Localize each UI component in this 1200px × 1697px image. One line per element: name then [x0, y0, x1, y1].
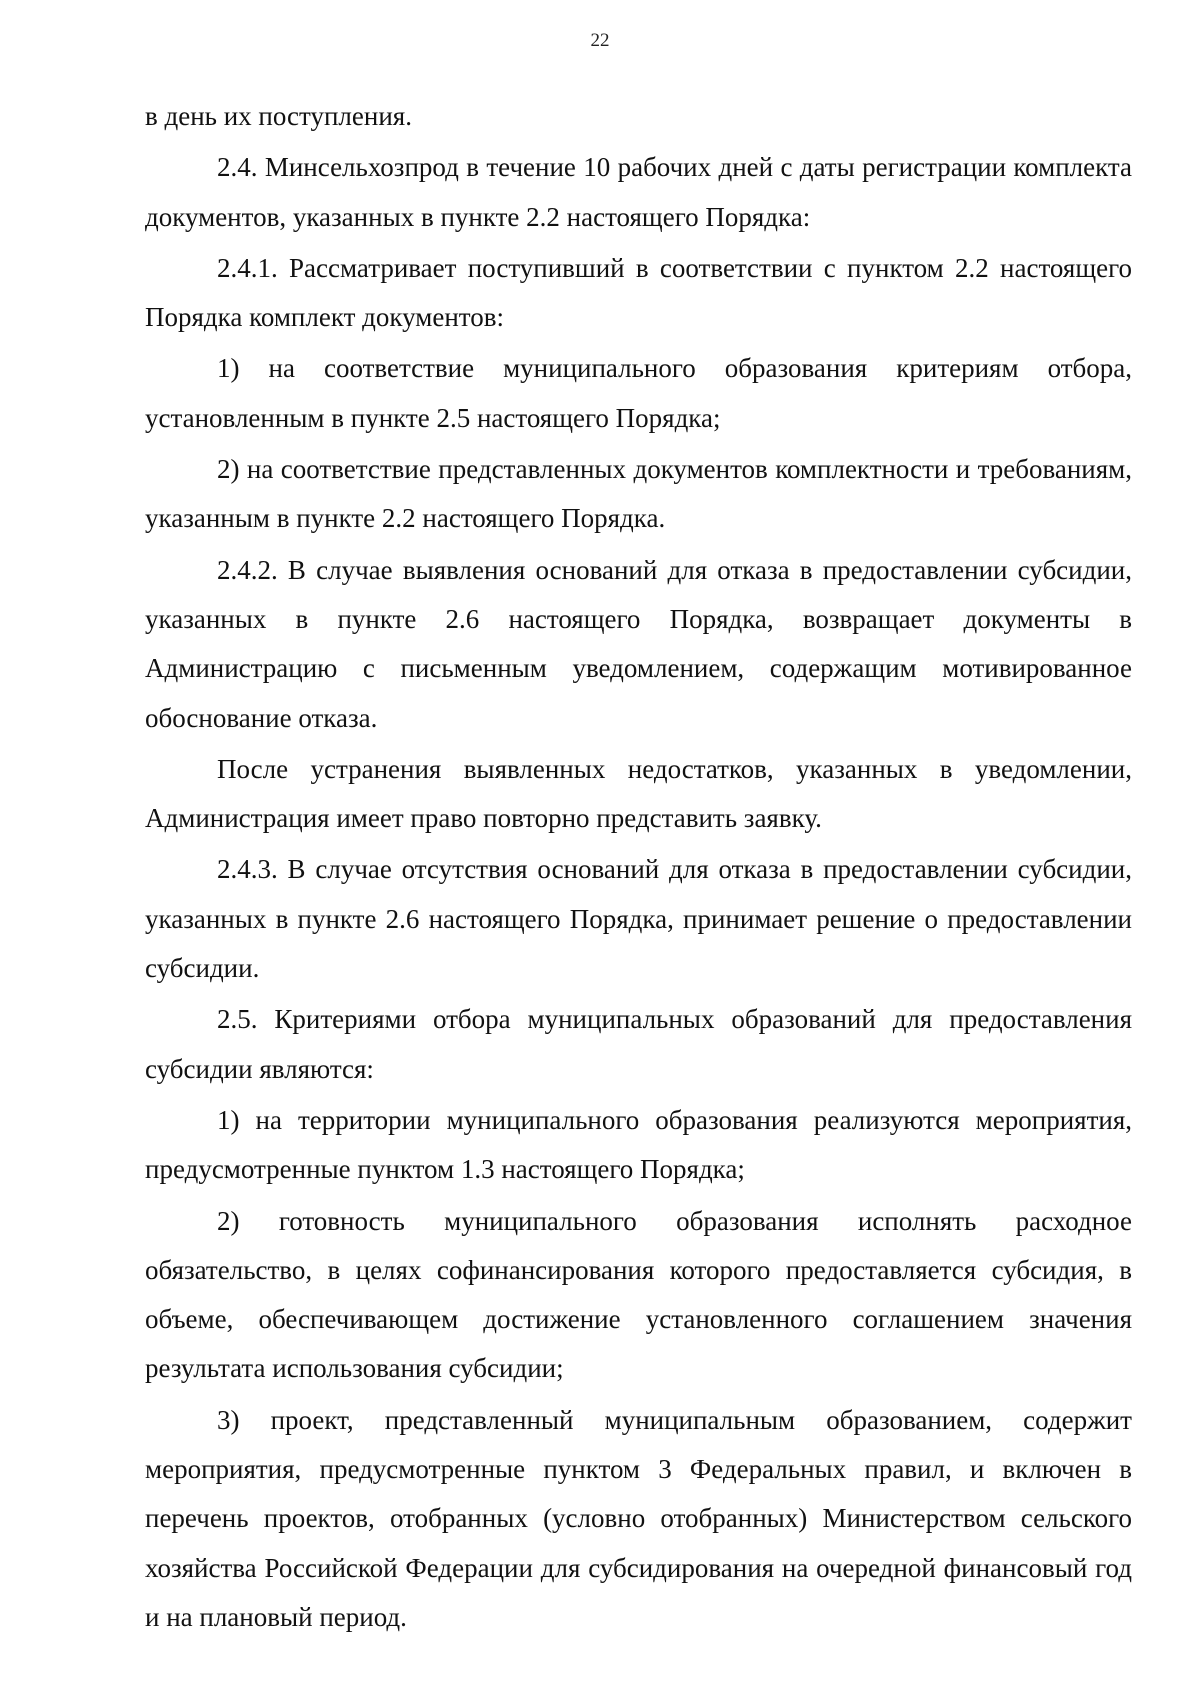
paragraph-2-5-item-3: 3) проект, представленный муниципальным образованием, содержит мероприятия, предусмотренные пунктом 3 Федеральных правил, и включен в перечень проектов, отобранных (условно отобранных) Министерством сельского хозяйства Российской Федерации для субсидирования на очередной финансовый год и на плановый период. — [145, 1404, 1132, 1632]
paragraph-continuation: в день их поступления. — [145, 101, 412, 131]
paragraph-2-4-3: 2.4.3. В случае отсутствия оснований для отказа в предоставлении субсидии, указанных в пункте 2.6 настоящего Порядка, принимает решение о предоставлении субсидии. — [145, 854, 1132, 984]
paragraph-2-4-1-item-2: 2) на соответствие представленных документов комплектности и требованиям, указанным в пункте 2.2 настоящего Порядка. — [145, 454, 1132, 534]
paragraph-2-5-item-1: 1) на территории муниципального образования реализуются мероприятия, предусмотренные пунктом 1.3 настоящего Порядка; — [145, 1104, 1132, 1185]
page-number: 22 — [590, 30, 610, 51]
paragraph-2-5: 2.5. Критериями отбора муниципальных образований для предоставления субсидии являются: — [145, 1004, 1132, 1084]
document-body — [145, 92, 1132, 1644]
paragraph-2-4-1-item-1: 1) на соответствие муниципального образования критериям отбора, установленным в пункте 2.5 настоящего Порядка; — [145, 353, 1132, 433]
paragraph-2-4-1: 2.4.1. Рассматривает поступивший в соответствии с пунктом 2.2 настоящего Порядка комплект документов: — [145, 252, 1132, 333]
paragraph-resubmission: После устранения выявленных недостатков, указанных в уведомлении, Администрация имеет право повторно представить заявку. — [145, 753, 1132, 834]
paragraph-2-5-item-2: 2) готовность муниципального образования исполнять расходное обязательство, в целях софинансирования которого предоставляется субсидия, в объеме, обеспечивающем достижение установленного соглашением значения результата использования субсидии; — [145, 1205, 1132, 1384]
paragraph-2-4-2: 2.4.2. В случае выявления оснований для отказа в предоставлении субсидии, указанных в пункте 2.6 настоящего Порядка, возвращает документы в Администрацию с письменным уведомлением, содержащим мотивированное обоснование отказа. — [145, 554, 1132, 733]
paragraph-2-4: 2.4. Минсельхозпрод в течение 10 рабочих дней с даты регистрации комплекта документов, указанных в пункте 2.2 настоящего Порядка: — [145, 152, 1132, 232]
